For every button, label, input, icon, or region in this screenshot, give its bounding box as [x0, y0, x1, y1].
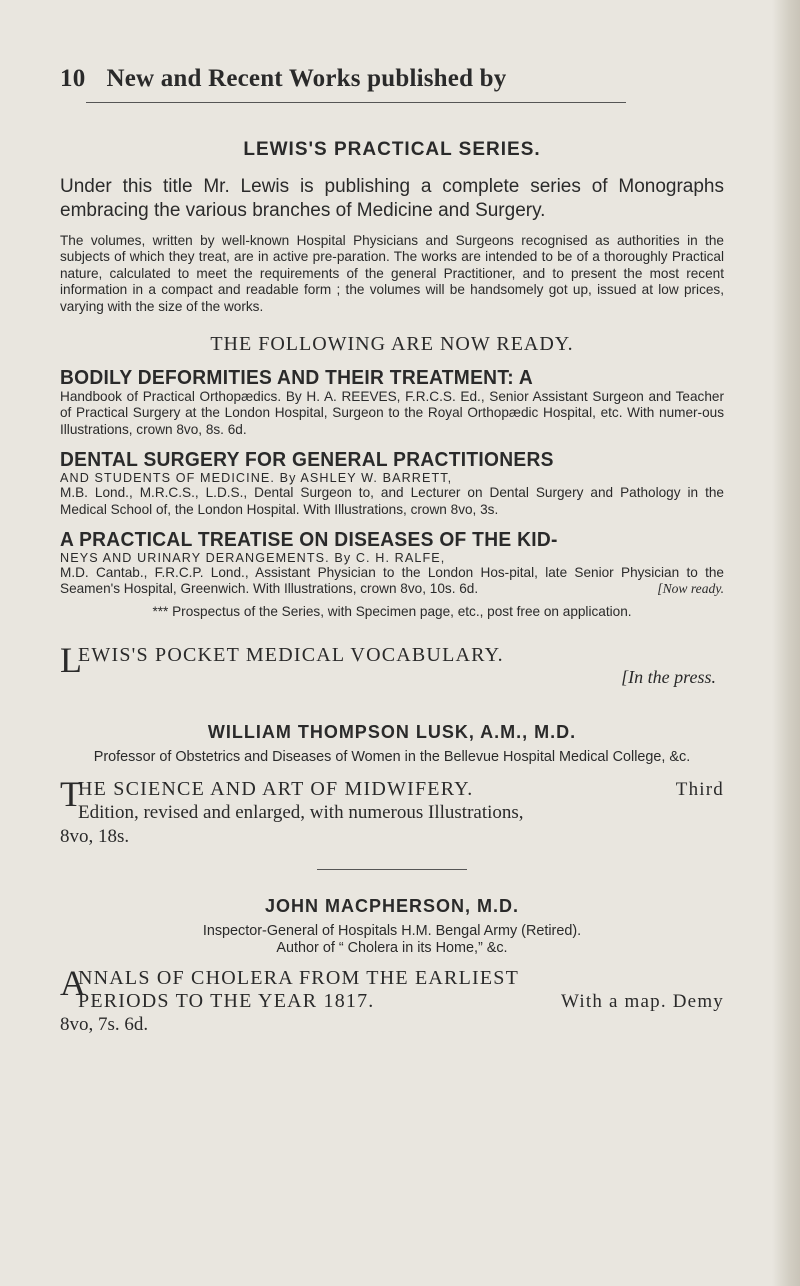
ready-heading: THE FOLLOWING ARE NOW READY.: [210, 333, 574, 356]
book-entry-body: Handbook of Practical Orthopædics. By H. A. REEVES, F.R.C.S. Ed., Senior Assistant Surgeon and Teacher of Practical Surgery at the London Hospital, Surgeon to the Royal Orthopædic Hospital, etc. With numer-ous Illustrations, crown 8vo, 8s. 6d.: [60, 389, 724, 437]
vocabulary-entry: [60, 640, 724, 688]
midwifery-entry: [60, 774, 724, 825]
book-entry: [60, 450, 724, 518]
macpherson-author: JOHN MACPHERSON, M.D.: [264, 896, 519, 917]
book-entry-continuation: NEYS AND URINARY DERANGEMENTS. By C. H. RALFE,: [60, 551, 446, 566]
running-header: [60, 64, 724, 94]
midwifery-dropcap: T: [60, 774, 82, 815]
book-entry-continuation: AND STUDENTS OF MEDICINE. By ASHLEY W. BARRETT,: [60, 471, 453, 486]
series-description: The volumes, written by well-known Hospital Physicians and Surgeons recognised as authorities in the subjects of which they treat, are in active pre-paration. The works are intended to be of a thoroughly Practical nature, calculated to meet the requirements of the general Practitioner, and to present the most recent information in a compact and readable form ; the volumes will be handsomely got up, issued at low prices, varying with the size of the works.: [60, 233, 724, 314]
midwifery-title-line: [78, 778, 724, 801]
availability-note: [Now ready.: [657, 581, 724, 597]
series-title: LEWIS'S PRACTICAL SERIES.: [243, 139, 541, 160]
header-rule: [86, 102, 626, 103]
cholera-entry: [60, 963, 724, 1013]
vocabulary-title: EWIS'S POCKET MEDICAL VOCABULARY.: [78, 644, 504, 667]
midwifery-title: HE SCIENCE AND ART OF MIDWIFERY.: [78, 778, 474, 801]
book-entry-title: DENTAL SURGERY FOR GENERAL PRACTITIONERS: [60, 449, 554, 472]
cholera-periods: PERIODS TO THE YEAR 1817.: [78, 990, 375, 1013]
prospectus-note: *** Prospectus of the Series, with Specimen page, etc., post free on application.: [152, 603, 632, 619]
book-entry-body-text: M.D. Cantab., F.R.C.P. Lond., Assistant Physician to the London Hos-pital, late Senior Physician to the Seamen's Hospital, Greenwich. With Illustrations, crown 8vo, 10s. 6d.: [60, 565, 724, 597]
midwifery-edition: Third: [675, 779, 724, 801]
book-entry-title: A PRACTICAL TREATISE ON DISEASES OF THE KID-: [60, 529, 558, 552]
book-page: [60, 64, 724, 1037]
book-entry-body: M.B. Lond., M.R.C.S., L.D.S., Dental Surgeon to, and Lecturer on Dental Surgery and Pathology in the Medical School of, the London Hospital. With Illustrations, crown 8vo, 3s.: [60, 485, 724, 517]
running-title: New and Recent Works published by: [106, 65, 507, 92]
cholera-format: With a map. Demy: [560, 991, 724, 1013]
book-entry-title: BODILY DEFORMITIES AND THEIR TREATMENT: A: [60, 367, 533, 390]
page-edge-shadow: [772, 0, 800, 1286]
vocabulary-status: [In the press.: [621, 667, 716, 688]
lusk-description: Professor of Obstetrics and Diseases of Women in the Bellevue Hospital Medical College, &c.: [93, 749, 691, 766]
vocabulary-dropcap: L: [60, 640, 82, 681]
cholera-line-2: [78, 990, 724, 1013]
cholera-dropcap: A: [60, 963, 86, 1004]
macpherson-description-2: Author of “ Cholera in its Home,” &c.: [276, 940, 508, 957]
midwifery-line-3: 8vo, 18s.: [60, 826, 130, 848]
book-entry: [60, 368, 724, 438]
midwifery-line-2: Edition, revised and enlarged, with numerous Illustrations,: [78, 802, 524, 824]
section-rule: [317, 869, 467, 870]
lusk-author: WILLIAM THOMPSON LUSK, A.M., M.D.: [207, 722, 577, 743]
cholera-title: NNALS OF CHOLERA FROM THE EARLIEST: [78, 967, 520, 990]
book-entry-body: [60, 565, 724, 598]
book-entry: [60, 530, 724, 598]
page-number: 10: [60, 65, 86, 92]
cholera-line-3: 8vo, 7s. 6d.: [60, 1014, 149, 1036]
series-intro: Under this title Mr. Lewis is publishing a complete series of Monographs embracing the various branches of Medicine and Surgery.: [60, 176, 724, 221]
macpherson-description-1: Inspector-General of Hospitals H.M. Bengal Army (Retired).: [202, 923, 582, 940]
